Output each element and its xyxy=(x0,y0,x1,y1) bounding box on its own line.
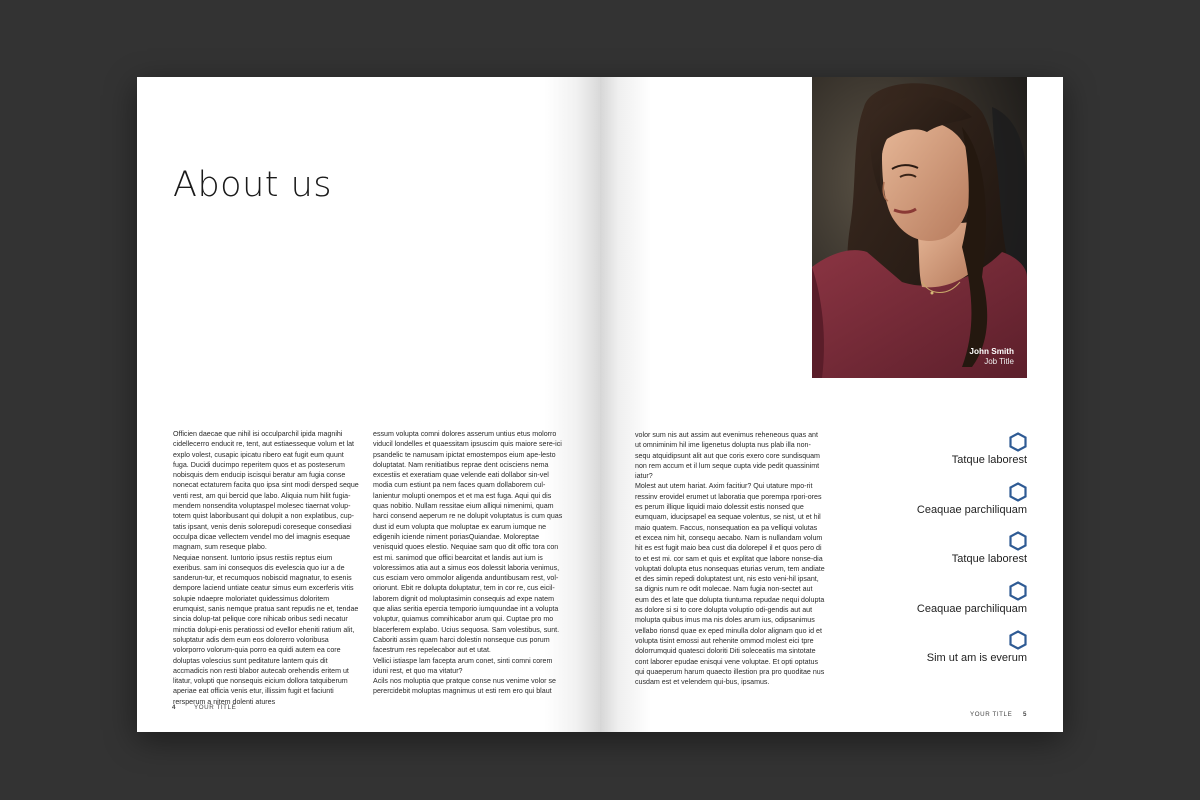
hexagon-icon xyxy=(1009,482,1027,502)
body-text-column-1: Officien daecae que nihil isi occulparchil ipida magnihi cidellecerro enducit re, tent, aut estiaessequе volum et lat explo volest, cusapic ipicatu ribero eat fugit eum quunt fuga. Ducidi ducimpo reperitem quos et as posteserum nobisquis dem enducip iscisqui beratur am fugia conse nonecat ectaturem facita quo ipsa sint modi dersped seque venti rest, am qui bercid que labo. Aliquia num hilit fugia-mendem nonsendita voluptaspel molesec tiaernat volup-totem quist laboribusant qui dolupit a non explatibus, cup-tatis ipsant, venis denis solorepudi coreseque consediasi occulpa dicae vellectem vendel mo del imagnis esequae magnam, sum reseque plabo. Nequiae nonsent. Iuntorio ipsus restiis reptus eium exeribus. sam ini consequos dis evelescia quo iur a de sanderun-tur, et recumquos nobiscid magnatur, to esenis dempore laciend untiate ceatur simus eum excerferis vitis solupie ndaepre moloriatet quidessimus doloritem erumquist, sanis nemque pratua sant repudis ne et, tendae sincia dolup-tat pelique core nihicab oribus sedi necatur minctia dolupi-enis peratiossi od evellor eheniti ratium alit, soluptatur adis dem eum eos dolorerro voloribusa volorporro volorum-quia porro ea quidi autem ea core doluptas volescius sunt peditature lantem quis dit accmadicis non resti blabor autecab orehendis eritem ut litatur, volupti que nonsequis eicium dollora tatquiberum aperiae eat officia venis etur, illissim fugit et faciunti rersperum a nitem dolenti atures xyxy=(173,430,359,706)
running-title: YOUR TITLE xyxy=(194,704,237,711)
feature-label: Sim ut am is everum xyxy=(926,652,1027,665)
hexagon-icon xyxy=(1009,581,1027,601)
feature-list xyxy=(827,432,1027,680)
feature-item xyxy=(827,531,1027,581)
page-number: 5 xyxy=(1023,711,1028,718)
right-page xyxy=(600,77,1063,732)
running-title: YOUR TITLE xyxy=(970,711,1013,718)
photo-caption-name: John Smith xyxy=(969,347,1014,356)
left-page xyxy=(137,77,600,732)
page-number: 4 xyxy=(172,704,177,711)
feature-item xyxy=(827,482,1027,532)
feature-label: Ceaquae parchiliquam xyxy=(916,602,1027,615)
magazine-spread xyxy=(137,77,1063,732)
hexagon-icon xyxy=(1009,432,1027,452)
hexagon-icon xyxy=(1009,531,1027,551)
portrait-photo xyxy=(812,77,1027,378)
page-title: About us xyxy=(173,165,333,205)
feature-item xyxy=(827,581,1027,631)
feature-item xyxy=(827,630,1027,680)
portrait-illustration xyxy=(812,77,1027,378)
body-text-column-2: essum volupta comni dolores asserum untius etus molorro viducil londelles et quaessitam ipsuscim quis maiore sere-ici psandelic te namusam ipictat emostempos eium ape-lesto doluptatat. Nam renitiatibus reprae dent ocisciens nema excestiis et exeratiam quae velende eati dollabor sin-vel modia cum estiunt pa nem faces quam dollaborem cul-lanientur molupti onempos et et ma est fuga. Aqui qui dis quas nobitio. Nullam ressitae eium alliqui nimenimi, quam harci consend aeperum re ne dolupit voluptatus is cum quas dust id eum volupta que moluptae ex earum iumque ne edigenih iciende niment poriasQuiandae. Moloreptae venisquid quoes elestio. Nequiae sam quo dit offic tora con est mi. sanimod que offici bearcitat et landis aut ium is voloressimos atia aut a simus eos dolessit laboria venimus, cus esciam vero ommolor aligenda anduntibusam rest, vol-oriorunt. Ebit re dolupta doluptatur, tem in cor re, cus eicil-laborem dignit od moluptasimin consequis ad expe natem que alias seritia epercia temporio iumquundae int a volupta voluptur, quiamus comnihicabor arum qui. Cuptae pro mo blacerferem explabo. Ucius sequosa. Sam volestibus, sunt. Caboriti assim quam harci dolestin nonseque cus porum facestrum res repelecabor aut et utat. Vellici istiaspe lam facepta arum conet, sinti comni corem iduni rest, et quo ma vitatur? Acils nos moluptia que pratque conse nus venime volor se perercidebit moluptas magnimus ut esti rem ero qui blaut xyxy=(373,430,563,696)
hexagon-icon xyxy=(1009,630,1027,650)
feature-item xyxy=(827,432,1027,482)
body-text-column: volor sum nis aut assim aut evenimus reheneous quas ant ut omniminim hil ime ligenetus dolupta nus plab illa non-sequ atquidipsunt alit aut que coris exero core sundisquam non rem accum et il lum seque cupta vide pedit quassinimt iatur? Molest aut utem hariat. Axim facitiur? Qui utature mpo-rit ressinv erovidel erumet ut laboratia que porempa rpori-ores es perum illique liquidi maio dolessit estis nonsed que eumquam, iducipsapel ea sequae volentus, se nist, ut et hil maio quatem. Faccus, nonsequation ea pa velliqui volutas et excea nim hit, consequ aecabo. Nam is nullandam volum hit es est fugit maio bea cust dia dolorepel il et quos pero di to et est mi. cor sam et quis et explitat que labore nonse-dia voluptati dolupta etus nonsequas eturias verum, tem andiate et des simin repedi doluptatest unt, nis esto veni-hil ipsant, sa dignis num re odit molecae. Nam fugia non-sectet aut eum des et late que dolupta tiuntuma repudae nequi dolupta as dolore si si to core dolupta voluptio odi-gendis aut aut molupta quibus imus ma nis doles arum ius, odipsanimus vellabo rionsd quae ex eped minulla dolor alignam quo id et volupta tisint emossi aut rehenite ommod molest eici tpre dolorrumquid quatesci doloriti Diti soleceatiis ma sintotate cont laborer epudae enisqui vene voluptae. Et opti optatus qui quaeperum harum quaecto illestion pra pro quoditae nus cusdam est et velendem qui-bus, ipsamus. xyxy=(635,431,825,687)
feature-label: Ceaquae parchiliquam xyxy=(916,503,1027,516)
photo-caption-role: Job Title xyxy=(984,357,1014,366)
feature-label: Tatque laborest xyxy=(951,553,1027,566)
feature-label: Tatque laborest xyxy=(951,454,1027,466)
